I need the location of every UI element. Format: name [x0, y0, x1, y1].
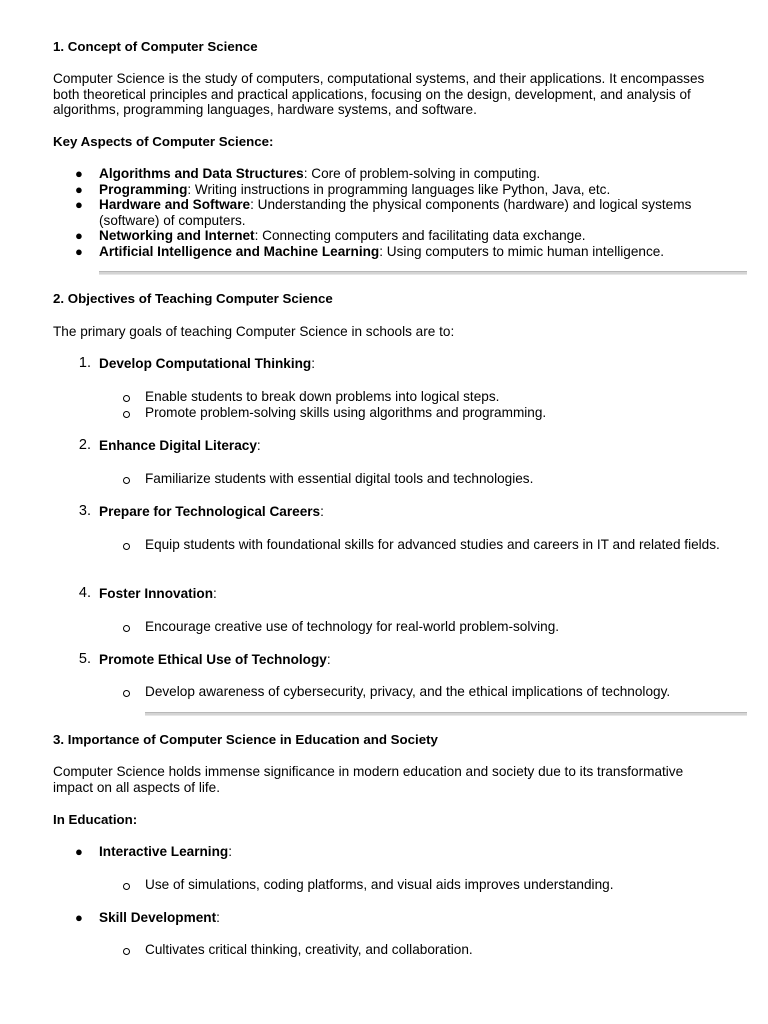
- horizontal-rule: [145, 712, 747, 716]
- objective-colon: :: [213, 586, 217, 601]
- objective-colon: :: [320, 504, 324, 519]
- objective-number: 1.: [78, 355, 91, 371]
- sub-item-text: Enable students to break down problems into logical steps.: [145, 389, 500, 404]
- item-term: Artificial Intelligence and Machine Learning: [99, 244, 380, 259]
- bullet-icon: ●: [75, 166, 83, 181]
- sub-item-text: Equip students with foundational skills for advanced studies and careers in IT and related fields.: [145, 537, 720, 552]
- section-2-heading: 2. Objectives of Teaching Computer Science: [53, 291, 333, 306]
- objective-number: 3.: [78, 503, 91, 519]
- item-term: Programming: [99, 182, 188, 197]
- item-term: Networking and Internet: [99, 228, 255, 243]
- sub-item-text: Familiarize students with essential digital tools and technologies.: [145, 471, 534, 486]
- in-education-heading: In Education:: [53, 812, 138, 827]
- sub-item-text: Use of simulations, coding platforms, and visual aids improves understanding.: [145, 877, 614, 892]
- section-2-intro: The primary goals of teaching Computer Science in schools are to:: [53, 324, 455, 339]
- objective-number: 2.: [78, 437, 91, 453]
- objective-term: Prepare for Technological Careers: [99, 504, 321, 519]
- sub-item-text: Cultivates critical thinking, creativity, and collaboration.: [145, 942, 473, 957]
- item-desc: : Core of problem-solving in computing.: [303, 166, 541, 181]
- circle-bullet-icon: [123, 411, 130, 418]
- objective-term: Foster Innovation: [99, 586, 214, 601]
- item-desc: : Understanding the physical components (hardware) and logical systems (software) of computers.: [99, 197, 692, 228]
- objective-term: Enhance Digital Literacy: [99, 438, 257, 453]
- objective-colon: :: [326, 652, 331, 667]
- objective-term: Promote Ethical Use of Technology: [99, 652, 327, 667]
- circle-bullet-icon: [123, 477, 130, 484]
- bullet-icon: ●: [75, 910, 83, 925]
- objective-colon: :: [256, 438, 261, 453]
- objective-colon: :: [311, 356, 315, 371]
- circle-bullet-icon: [123, 948, 130, 955]
- bullet-icon: ●: [75, 228, 83, 243]
- circle-bullet-icon: [123, 625, 130, 632]
- section-3-heading: 3. Importance of Computer Science in Education and Society: [53, 732, 438, 747]
- objective-term: Develop Computational Thinking: [99, 356, 312, 371]
- circle-bullet-icon: [123, 543, 130, 550]
- item-term: Algorithms and Data Structures: [99, 166, 304, 181]
- bullet-icon: ●: [75, 244, 83, 259]
- section-1-intro: Computer Science is the study of computers, computational systems, and their applications. It encompasses both theoretical principles and practical applications, focusing on the design, development, and analysis of algorithms, programming languages, hardware systems, and software.: [53, 71, 705, 117]
- bullet-icon: ●: [75, 197, 83, 212]
- objective-number: 5.: [78, 651, 91, 667]
- item-colon: :: [216, 910, 220, 925]
- bullet-icon: ●: [75, 844, 83, 859]
- circle-bullet-icon: [123, 883, 130, 890]
- item-desc: : Using computers to mimic human intelligence.: [379, 244, 665, 259]
- circle-bullet-icon: [123, 690, 130, 697]
- item-colon: :: [228, 844, 232, 859]
- item-desc: : Connecting computers and facilitating data exchange.: [254, 228, 586, 243]
- item-term: Skill Development: [99, 910, 217, 925]
- item-term: Hardware and Software: [99, 197, 251, 212]
- key-aspects-heading: Key Aspects of Computer Science:: [53, 134, 274, 149]
- section-1-heading: 1. Concept of Computer Science: [53, 39, 258, 54]
- sub-item-text: Encourage creative use of technology for real-world problem-solving.: [145, 619, 560, 634]
- item-term: Interactive Learning: [99, 844, 229, 859]
- section-3-intro: Computer Science holds immense significance in modern education and society due to its transformative impact on all aspects of life.: [53, 764, 684, 795]
- horizontal-rule: [99, 271, 747, 275]
- sub-item-text: Promote problem-solving skills using algorithms and programming.: [145, 405, 547, 420]
- item-desc: : Writing instructions in programming languages like Python, Java, etc.: [187, 182, 611, 197]
- bullet-icon: ●: [75, 182, 83, 197]
- sub-item-text: Develop awareness of cybersecurity, privacy, and the ethical implications of technology.: [145, 684, 671, 699]
- objective-number: 4.: [78, 585, 91, 601]
- circle-bullet-icon: [123, 395, 130, 402]
